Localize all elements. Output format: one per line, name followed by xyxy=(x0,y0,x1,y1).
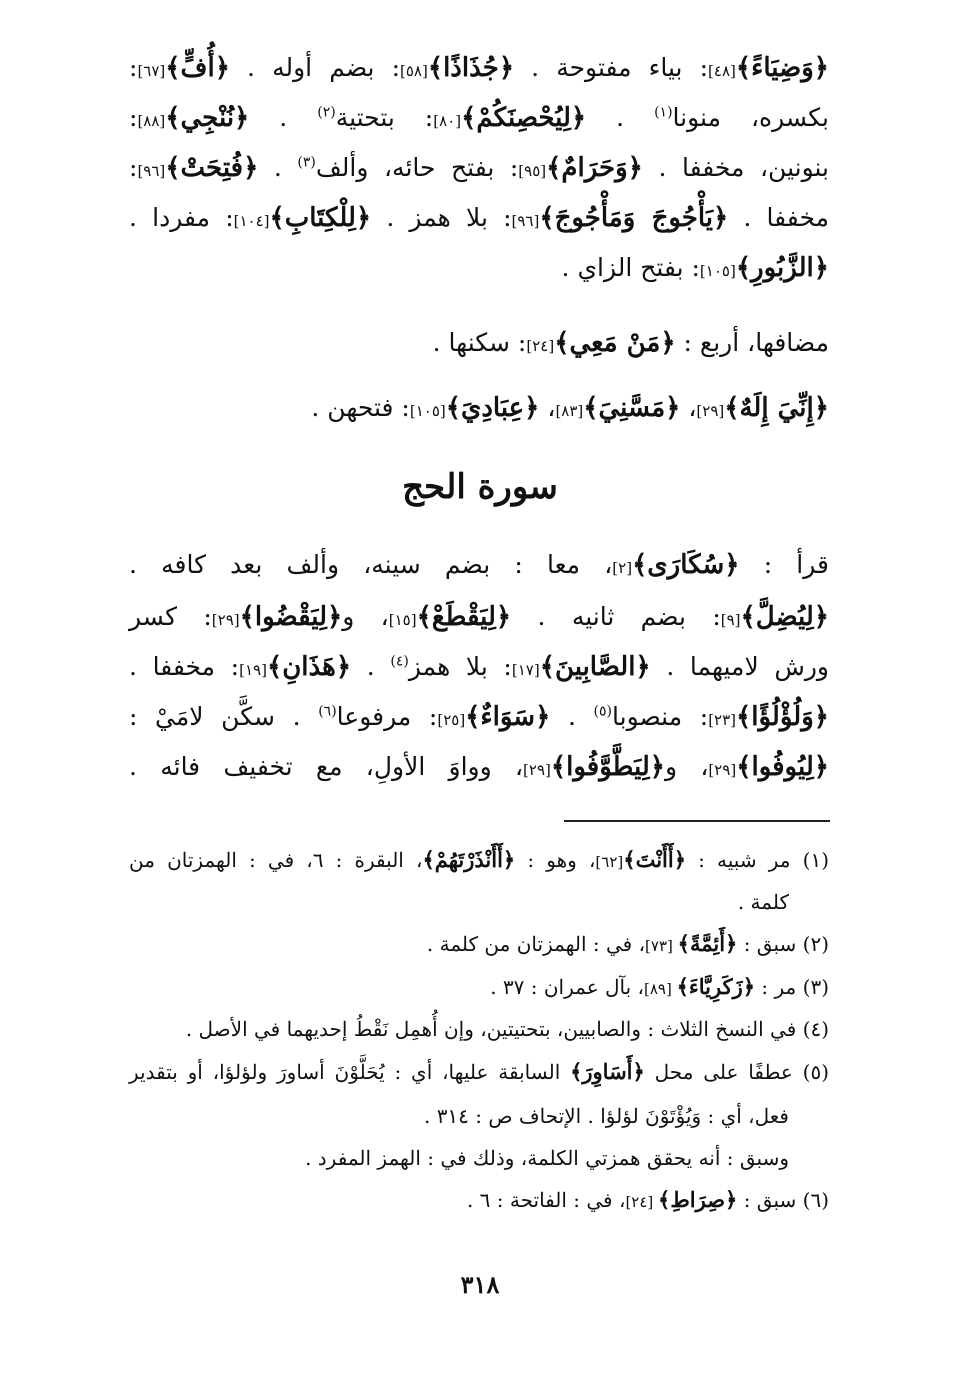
verse-number: [٨٠] xyxy=(433,112,462,130)
text-line xyxy=(129,388,829,431)
quran-word: ﴿زَكَرِيَّاءَ﴾ xyxy=(676,974,756,999)
text-segment: : بضم ثانيه . xyxy=(511,602,721,631)
quran-word: ﴿أَسَاوِرَ﴾ xyxy=(570,1059,645,1084)
text-segment: . xyxy=(258,153,298,182)
text-segment: : مرفوعا xyxy=(336,702,438,731)
text-line xyxy=(129,647,829,690)
quran-word: ﴿وَحَرَامٌ﴾ xyxy=(546,153,643,183)
text-line xyxy=(129,747,829,790)
verse-number: [٤٨] xyxy=(708,62,736,80)
quran-word: ﴿هَذَانِ﴾ xyxy=(266,652,352,682)
quran-word: ﴿صِرَاطِ﴾ xyxy=(658,1187,738,1212)
text-segment: : xyxy=(129,53,138,82)
footnote-line xyxy=(129,1055,829,1089)
quran-word: ﴿مَنْ مَعِي﴾ xyxy=(554,328,676,358)
verse-number: [٩٥] xyxy=(518,162,547,180)
quran-word: ﴿لِيَقْطَعْ﴾ xyxy=(416,602,512,632)
text-line xyxy=(129,545,829,588)
footnote-line xyxy=(129,1141,789,1175)
footnote-line xyxy=(129,970,829,1006)
footnote-line xyxy=(129,1012,829,1046)
quran-word: ﴿جُذَاذًا﴾ xyxy=(427,53,515,83)
footnote-ref: (١) xyxy=(654,104,673,121)
verse-number: [٩٦] xyxy=(137,162,166,180)
text-segment: : كسر xyxy=(129,602,212,631)
text-segment: (٣) مر : xyxy=(755,975,829,999)
text-segment: ، في : الهمزتان من كلمة . xyxy=(426,932,646,956)
footnote-line xyxy=(129,1099,789,1133)
text-segment: . xyxy=(351,652,391,681)
footnote-line xyxy=(129,927,829,963)
quran-word: ﴿فُتِحَتْ﴾ xyxy=(165,153,259,183)
text-segment: قرأ : xyxy=(739,550,829,579)
text-line xyxy=(129,323,829,366)
footnote-ref: (٦) xyxy=(318,703,337,720)
text-segment: : بفتح الزاي . xyxy=(561,253,700,282)
quran-word: ﴿لِيُوفُوا﴾ xyxy=(736,752,829,782)
text-segment: : سكنها . xyxy=(432,328,527,357)
text-segment: ، و xyxy=(664,752,709,781)
text-segment: . سكَّن لامَيْ : xyxy=(129,702,319,731)
text-segment: ، و xyxy=(342,602,389,631)
text-segment: كلمة . xyxy=(737,890,789,914)
text-segment: بنونين، مخففا . xyxy=(642,153,829,182)
text-segment: ، البقرة : ٦، في : الهمزتان من xyxy=(129,848,423,872)
text-segment: : بلا همز . xyxy=(371,203,512,232)
footnote-separator xyxy=(564,820,830,822)
text-line xyxy=(129,48,829,91)
text-segment: : بضم أوله . xyxy=(229,53,400,82)
footnote-ref: (٣) xyxy=(297,154,316,171)
text-segment: : مفردا . xyxy=(129,203,234,232)
text-segment: السابقة عليها، أي : يُحَلَّوْنَ أساورَ ولؤلؤا، أو بتقدير xyxy=(129,1060,571,1084)
text-segment: بكسره، منونا xyxy=(672,103,829,132)
quran-word: ﴿إِنِّيَ إِلَهٌ﴾ xyxy=(724,393,829,423)
verse-number: [٦٢] xyxy=(595,853,624,871)
text-segment: وسبق : أنه يحقق همزتي الكلمة، وذلك في : الهمز المفرد . xyxy=(305,1146,789,1170)
quran-word: ﴿لِيُحْصِنَكُمْ﴾ xyxy=(461,103,587,133)
quran-word: ﴿مَسَّنِيَ﴾ xyxy=(583,393,681,423)
text-line xyxy=(129,198,829,241)
footnote-line xyxy=(129,885,789,919)
text-segment: ، وواوَ الأولِ، مع تخفيف فائه . xyxy=(129,752,524,781)
quran-word: ﴿أُفٍّ﴾ xyxy=(165,53,230,83)
verse-number: [٢٩] xyxy=(708,761,737,779)
verse-number: [٢٩] xyxy=(523,761,551,779)
text-segment: . xyxy=(586,103,655,132)
text-segment: : مخففا . xyxy=(129,652,240,681)
text-segment: : فتحهن . xyxy=(311,393,410,422)
text-segment: : بتحتية xyxy=(335,103,434,132)
verse-number: [١٥] xyxy=(388,611,417,629)
page-number: ٣١٨ xyxy=(460,1270,500,1299)
verse-number: [٢٤] xyxy=(526,337,555,355)
footnote-ref: (٢) xyxy=(317,104,336,121)
text-segment: (١) مر شبيه : xyxy=(686,848,829,872)
quran-word: ﴿وَلُؤْلُؤًا﴾ xyxy=(736,702,829,732)
verse-number: [٨٨] xyxy=(137,112,166,130)
verse-number: [٢] xyxy=(612,559,633,577)
verse-number: [٨٣] xyxy=(555,402,584,420)
text-segment: ورش لاميهما . xyxy=(650,652,830,681)
text-line xyxy=(129,148,829,191)
verse-number: [٢٣] xyxy=(708,711,737,729)
quran-word: ﴿أَأَنْتَ﴾ xyxy=(623,847,687,872)
text-segment: ، xyxy=(539,393,556,422)
text-segment: ، في : الفاتحة : ٦ . xyxy=(466,1188,626,1212)
quran-word: ﴿أَأَنْذَرْتَهُمْ﴾ xyxy=(422,847,516,872)
text-line xyxy=(129,98,829,141)
text-segment: . xyxy=(550,702,594,731)
footnote-ref: (٥) xyxy=(593,703,613,720)
text-segment: مضافها، أربع : xyxy=(675,328,829,357)
text-segment: ، xyxy=(680,393,697,422)
quran-word: ﴿لِيَطَّوَّفُوا﴾ xyxy=(550,752,665,782)
footnote-ref: (٤) xyxy=(390,653,409,670)
verse-number: [١٠٥] xyxy=(409,402,446,420)
text-line xyxy=(129,597,829,640)
verse-number: [٢٩] xyxy=(696,402,725,420)
surah-title: سورة الحج xyxy=(402,467,558,507)
verse-number: [١٧] xyxy=(511,661,540,679)
text-segment: (٤) في النسخ الثلاث : والصابيين، بتحتيتين، وإن أُهمِل نَقْطُ إحديهما في الأصل . xyxy=(185,1017,829,1041)
quran-word: ﴿عِبَادِيَ﴾ xyxy=(445,393,540,423)
text-segment: (٦) سبق : xyxy=(737,1188,829,1212)
text-segment: (٢) سبق : xyxy=(737,932,829,956)
text-segment: : بياء مفتوحة . xyxy=(514,53,709,82)
verse-number: [١٠٤] xyxy=(233,212,270,230)
text-line xyxy=(129,697,829,740)
text-segment: فعل، أي : وَيُؤْتَوْنَ لؤلؤا . الإتحاف ص : ٣١٤ . xyxy=(423,1104,789,1128)
verse-number: [٢٤] xyxy=(625,1193,659,1211)
verse-number: [٢٩] xyxy=(211,611,240,629)
quran-word: ﴿أَئِمَّةً﴾ xyxy=(677,931,738,956)
verse-number: [٥٨] xyxy=(400,62,428,80)
footnote-line xyxy=(129,843,829,879)
quran-word: ﴿وَضِيَاءً﴾ xyxy=(735,53,829,83)
verse-number: [٧٣] xyxy=(645,937,678,955)
quran-word: ﴿يَأْجُوجَ وَمَأْجُوجَ﴾ xyxy=(539,203,729,233)
quran-word: ﴿نُنْجِي﴾ xyxy=(165,103,250,133)
text-segment: ، معا : بضم سينه، وألف بعد كافه . xyxy=(129,550,613,579)
text-segment: ، بآل عمران : ٣٧ . xyxy=(490,975,644,999)
text-segment: . xyxy=(249,103,318,132)
verse-number: [١٩] xyxy=(239,661,267,679)
footnote-line xyxy=(129,1183,829,1219)
verse-number: [٦٧] xyxy=(137,62,166,80)
text-segment: : بفتح حائه، وألف xyxy=(315,153,519,182)
verse-number: [٩] xyxy=(720,611,741,629)
quran-word: ﴿لِيَقْضُوا﴾ xyxy=(239,602,343,632)
quran-word: ﴿سَوَاءٌ﴾ xyxy=(465,702,551,732)
quran-word: ﴿سُكَارَى﴾ xyxy=(632,550,740,580)
text-segment: (٥) عطفًا على محل xyxy=(644,1060,829,1084)
quran-word: ﴿لِلْكِتَابِ﴾ xyxy=(269,203,372,233)
verse-number: [١٠٥] xyxy=(699,262,736,280)
quran-word: ﴿الصَّابِينَ﴾ xyxy=(539,652,651,682)
text-segment: : منصوبا xyxy=(612,702,709,731)
text-segment: : بلا همز xyxy=(408,652,512,681)
quran-word: ﴿لِيُضِلَّ﴾ xyxy=(740,602,830,632)
text-segment: مخففا . xyxy=(728,203,829,232)
text-segment: : xyxy=(129,153,138,182)
text-line xyxy=(129,248,829,291)
verse-number: [٨٩] xyxy=(644,980,677,998)
verse-number: [٢٥] xyxy=(437,711,466,729)
text-segment: ، وهو : xyxy=(515,848,596,872)
verse-number: [٩٦] xyxy=(511,212,540,230)
text-segment: : xyxy=(129,103,138,132)
quran-word: ﴿الزَّبُورِ﴾ xyxy=(735,253,829,283)
